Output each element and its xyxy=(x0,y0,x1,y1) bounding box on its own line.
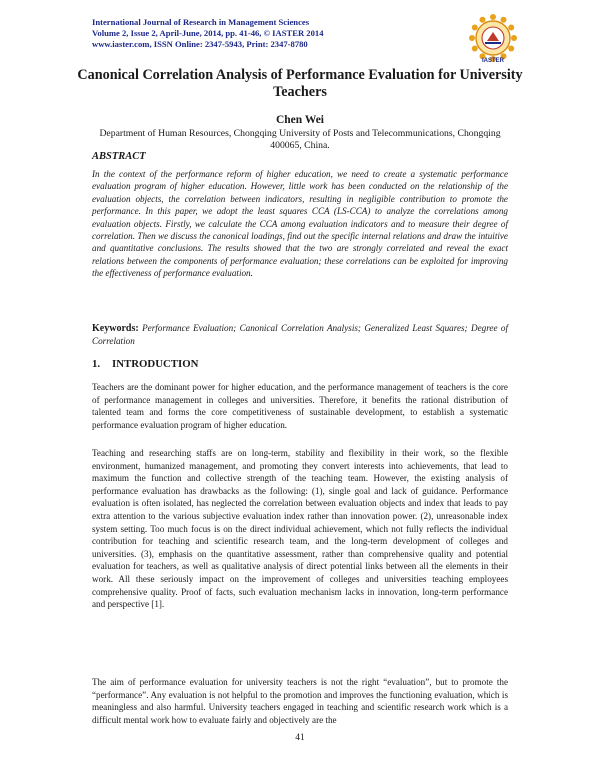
journal-header xyxy=(92,17,482,51)
journal-logo xyxy=(462,12,524,64)
keywords xyxy=(92,322,508,348)
iaster-logo-icon xyxy=(462,12,524,64)
svg-text:IASTER: IASTER xyxy=(481,58,505,64)
intro-paragraph-3: The aim of performance evaluation for university teachers is not the right “evaluation”, but to promote the “performance”. Any evaluation is not helpful to the promotion and improves the functioning evaluation, which is meaningless and also harmful. University teachers engaged in teaching and scientific research work which is a difficult mental work how to evaluate fairly and objectively are the xyxy=(92,677,508,725)
journal-website-issn: www.iaster.com, ISSN Online: 2347-5943, Print: 2347-8780 xyxy=(92,39,308,50)
journal-volume-info: Volume 2, Issue 2, April-June, 2014, pp. 41-46, © IASTER 2014 xyxy=(92,28,324,39)
abstract-heading: ABSTRACT xyxy=(92,151,146,162)
author-affiliation: Department of Human Resources, Chongqing University of Posts and Telecommunications, Chongqing 400065, China. xyxy=(99,128,501,152)
section-title: INTRODUCTION xyxy=(112,358,199,370)
paper-title: Canonical Correlation Analysis of Performance Evaluation for University Teachers xyxy=(77,67,523,100)
keywords-text: Performance Evaluation; Canonical Correlation Analysis; Generalized Least Squares; Degree of Correlation xyxy=(92,323,508,347)
author-name: Chen Wei xyxy=(275,114,325,126)
intro-paragraph-2: Teaching and researching staffs are on long-term, stability and flexibility in their work, so the flexible environment, humanized management, and promoting they convert interests into achievements, that lead to maximum the function and collective strength of the teaching team. However, the existing analysis of performance evaluation has drawbacks as the following: (1), single goal and lack of guidance. Performance evaluation is often isolated, has neglected the correlation between evaluation objects and index that leads to pay extra attention to the various subjective evaluation index rather than innovation power. (2), unreasonable index system setting. Too much focus is on the direct individual achievement, which not fully reflects the individual contribution for teaching and scientific research team, and the long-term development of colleges and universities. (3), emphasis on the quantitative assessment, rather than comprehensive quality and potential evaluation for teachers, as well as qualitative analysis of direct potential links between all the elements in their work. All these seriously impact on the improvement of colleges and universities teaching employees comprehensive quality. Proof of facts, such evaluation mechanism lacks in innovation, long-term performance and perspective [1]. xyxy=(92,448,508,610)
journal-name: International Journal of Research in Management Sciences xyxy=(92,17,310,27)
page-number: 41 xyxy=(295,733,305,743)
keywords-label: Keywords: xyxy=(92,323,139,334)
section-number: 1. xyxy=(92,358,101,370)
abstract-body: In the context of the performance reform of higher education, we need to create a systematic performance evaluation program of higher education. However, little work has been conducted on the relationship of the evaluation objects, the correlation between indicators, resulting in negligible contribution to promote the performance. In this paper, we adopt the least squares CCA (LS-CCA) to analyze the correlations among evaluation objects. Firstly, we calculate the CCA among evaluation indicators and to measure their degree of correlation. Then we discuss the canonical loadings, find out the specific internal relations and draw the intuitive and quantitative conclusions. The results showed that the two are strongly correlated and reveal the exact relations between the components of performance evaluation; these correlations can be exploited for improving the effectiveness of performance evaluation. xyxy=(92,169,508,279)
intro-paragraph-1: Teachers are the dominant power for higher education, and the performance management of teachers is the core of performance management in colleges and universities. Therefore, it benefits the rational distribution of talented team and forms the core competitiveness of sustainable development, to establish a systematic performance evaluation program of higher education. xyxy=(92,382,508,430)
section-heading-introduction xyxy=(92,358,198,370)
